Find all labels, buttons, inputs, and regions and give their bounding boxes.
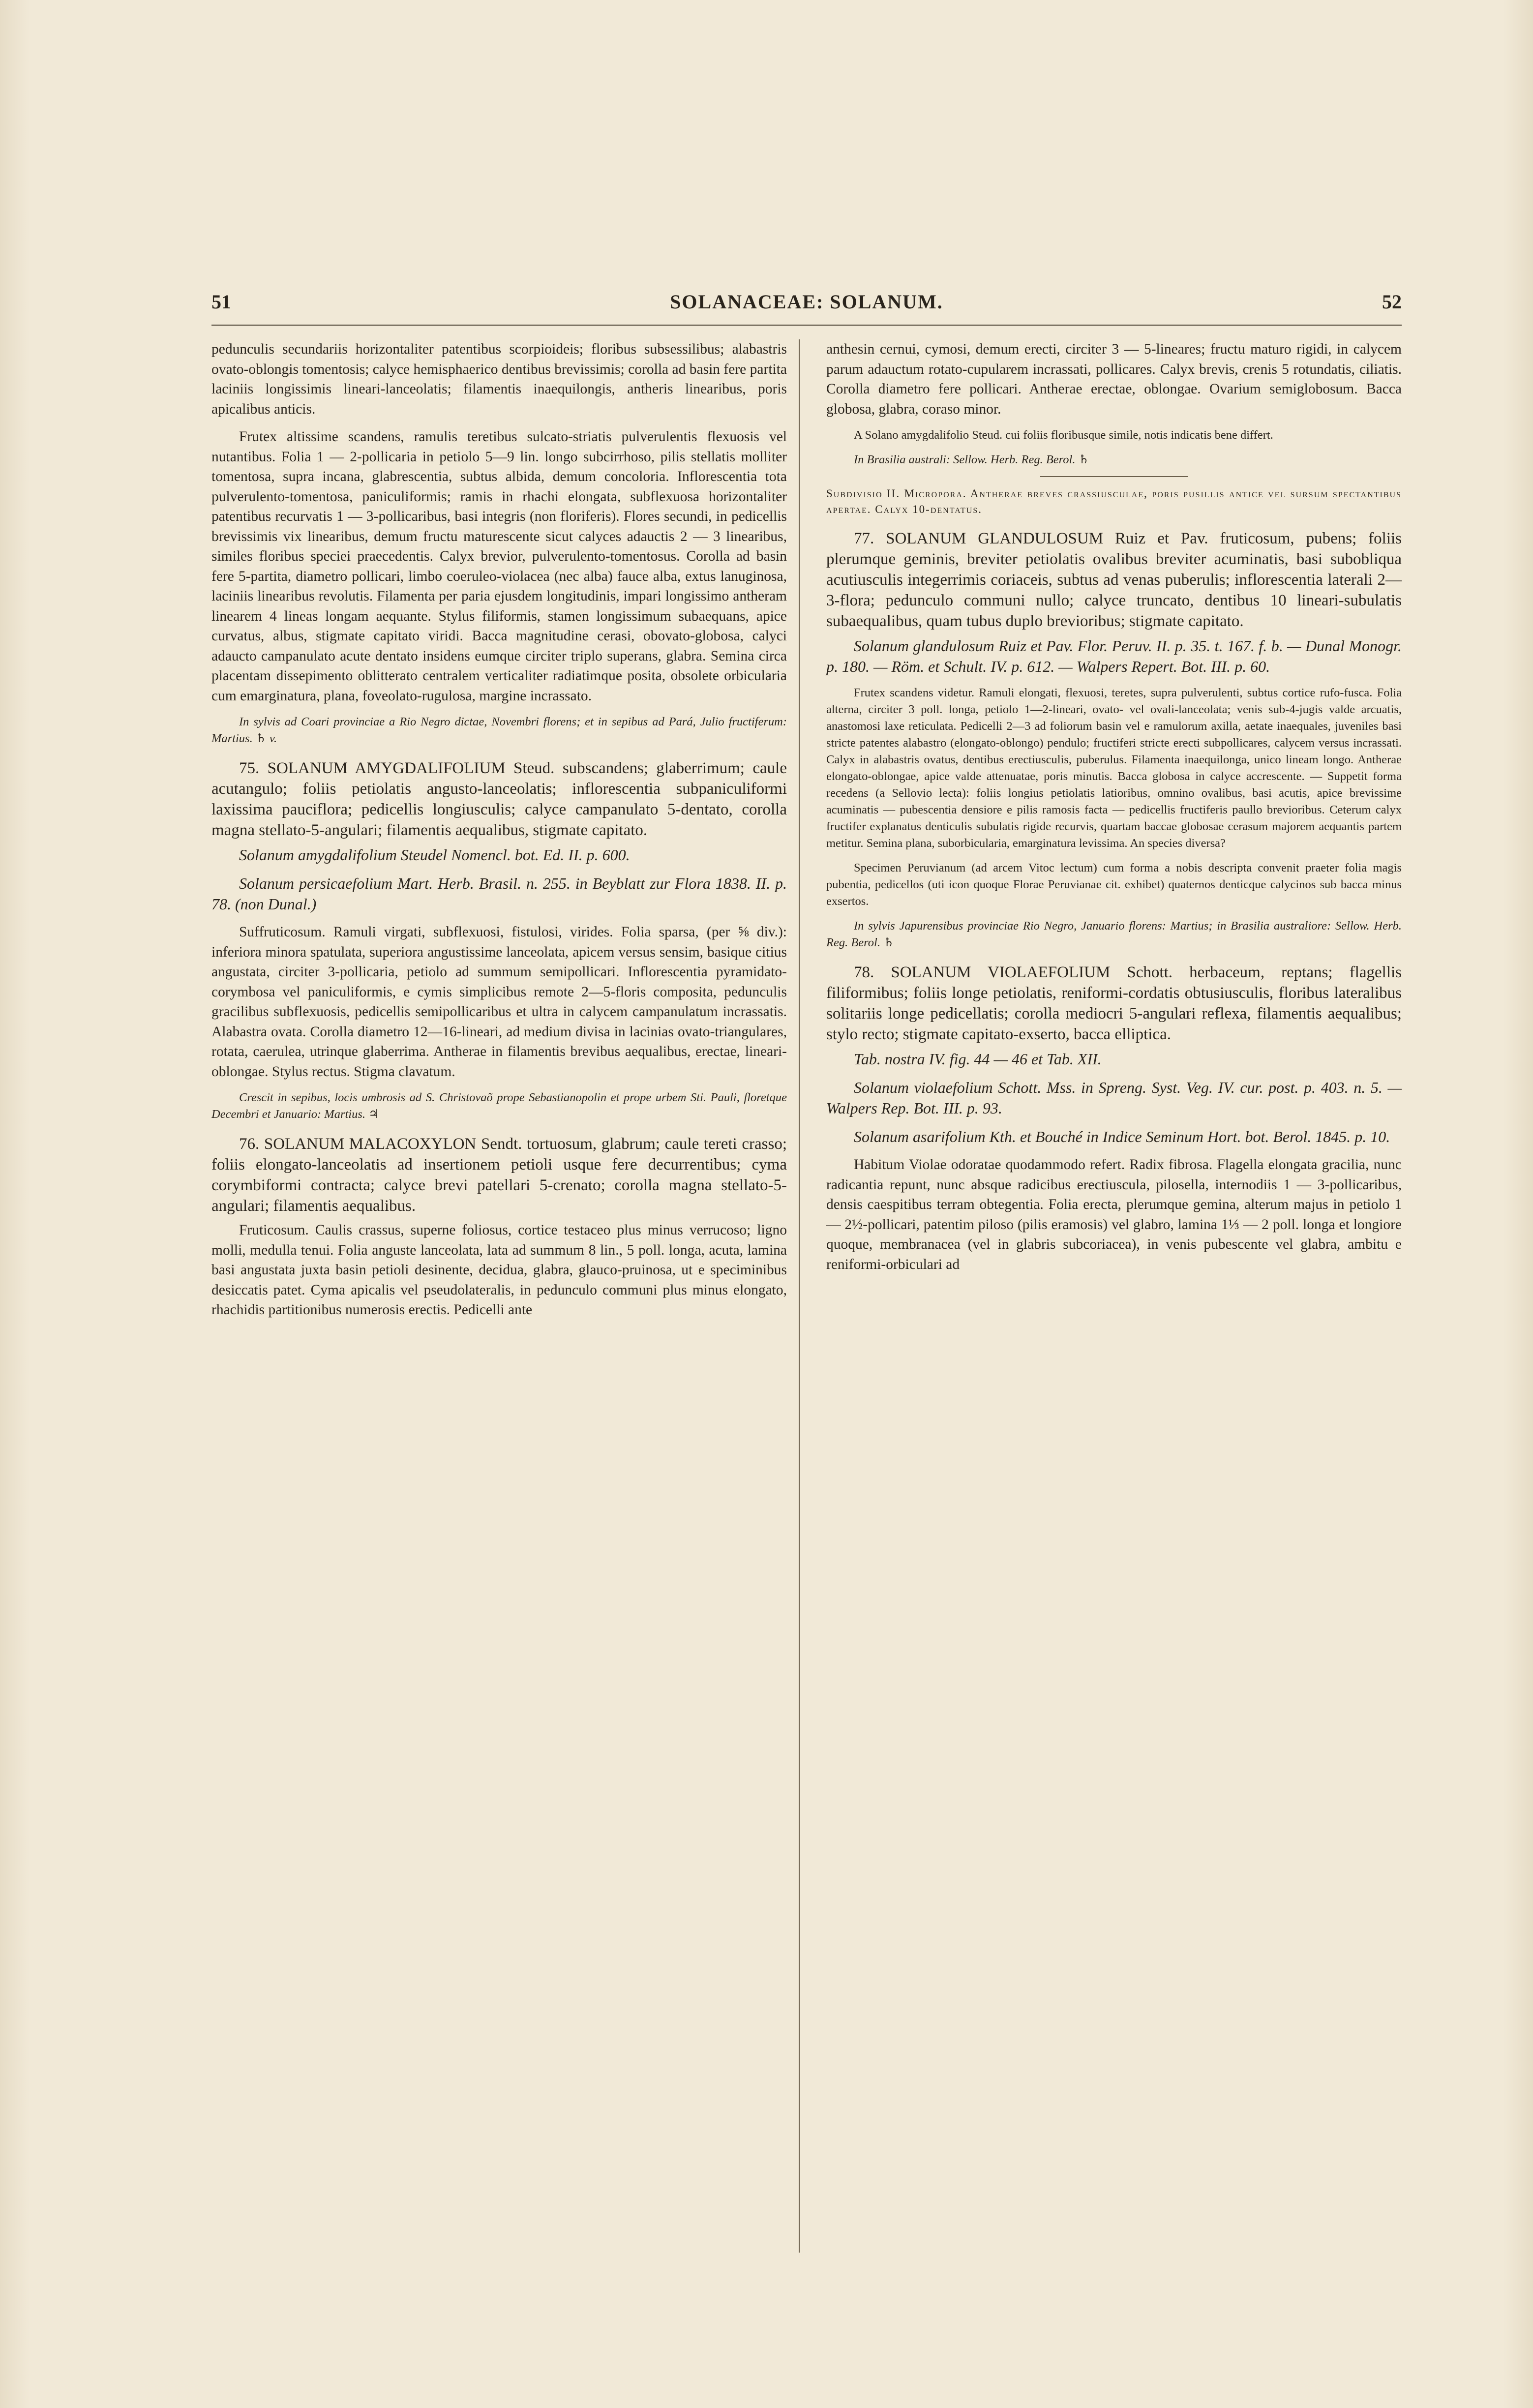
paragraph: pedunculis secundariis horizontaliter patentibus scorpioideis; floribus subsessilibus; alabastris ovato-oblongis tomentosis; calyce hemisphaerico dentibus brevissimis; corolla ad basin fere partita laciniis longissimis lineari-lanceolatis; filamentis inaequilongis, antheris linearibus, poris apicalibus anticis. [211,341,787,417]
page-number-left: 51 [211,291,231,313]
paragraph: Frutex scandens videtur. Ramuli elongati, flexuosi, teretes, supra pulverulenti, subtus cortice rufo-fusca. Folia alterna, circiter 3 poll. longa, petiolo 1—2-lineari, ovato- vel ovali-lanceolata; venis sub-4-jugis valde arcuatis, anastomosi laxe reticulata. Pedicelli 2—3 ad foliorum basin vel e ramulorum axilla, aetate inaequales, juveniles basi stricte patentes alabastro (elongato-oblongo) pendulo; fructiferi stricte erecti subpollicares, calycem versus incrassati. Calyx in alabastris ovatus, dentibus erectiusculis, puberulus. Filamenta inaequilonga, unico lineam longo. Antherae elongato-oblongae, apice valde attenuatae, poris minutis. Bacca globosa in calyce accrescente. — Suppetit forma recedens (a Sellovio lecta): foliis longius petiolatis latioribus, omnino ovalibus, basi acutis, apice brevissime acuminatis — pubescentia densiore e pilis ramosis facta — pedicellis fructiferis paullo brevioribus. Ceterum calyx fructifer explanatus denticulis subulatis rigide recurvis, quartam baccae globosae cerasum majorem aequantis partem metitur. Semina plana, suborbicularia, emarginatura levissima. An species diversa? [826,686,1402,850]
citation: Solanum persicaefolium Mart. Herb. Brasil. n. 255. in Beyblatt zur Flora 1838. II. p. 78. (non Dunal.) [211,874,787,913]
paragraph: Fruticosum. Caulis crassus, superne foliosus, cortice testaceo plus minus verrucoso; ligno molli, medulla tenui. Folia anguste lanceolata, lata ad summum 8 lin., 5 poll. longa, acuta, lamina basi angustata juxta basin petioli desinente, decidua, glabra, glauco-pruinosa, ut e speciminibus desiccatis patet. Cyma apicalis vel pseudolateralis, in pedunculo communi plus minus elongato, rhachidis partitionibus numerosis erectis. Pedicelli ante [211,1222,787,1318]
locality-note: Crescit in sepibus, locis umbrosis ad S. Christovaõ prope Sebastianopolin et prope urbem Sti. Pauli, floretque Decembri et Januario: Martius. ♃ [211,1091,787,1121]
citation: Solanum amygdalifolium Steudel Nomencl. bot. Ed. II. p. 600. [239,846,630,864]
column-divider [799,339,800,2253]
paragraph: Specimen Peruvianum (ad arcem Vitoc lectum) cum forma a nobis descripta convenit praeter folia magis pubentia, pedicellos (uti icon quoque Florae Peruvianae cit. exhibet) quaternos denticque calycinos sub bacca minus exsertos. [826,861,1402,908]
paragraph: Frutex altissime scandens, ramulis teretibus sulcato-striatis pulverulentis flexuosis vel nutantibus. Folia 1 — 2-pollicaria in petiolo 5—9 lin. longo subcirrhoso, pilis stellatis molliter tomentosa, supra incana, glabrescentia, subtus albida, demum concoloria. Inflorescentia tota pulverulento-tomentosa, paniculiformis; ramis in rhachi elongata, subflexuosa horizontaliter patentibus recurvatis 1 — 3-pollicaribus, basi integris (non floriferis). Flores secundi, in pedicellis brevissimis vix linearibus, demum fructu maturescente sicut calyces adauctis 2 — 3 linearibus, similes floribus speciei praecedentis. Calyx brevior, pulverulento-tomentosus. Corolla ad basin fere 5-partita, diametro pollicari, limbo coeruleo-violacea (nec alba) fauce alba, extus lanuginosa, laciniis linearibus revolutis. Filamenta per paria ejusdem longitudinis, impari longissimo antheram linearem 4 lineas longam aequante. Stylus filiformis, stamen longissimum subaequans, apice curvatus, albus, stigmate capitato viridi. Bacca magnitudine cerasi, obovato-globosa, calyci adaucto campanulato acute dentato insidens eumque circiter triplo superans, glabra. Semina circa placentam dissepimento oblitterato centralem verticaliter radiatimque posita, obsolete orbicularia cum emarginatura, plana, foveolato-rugulosa, margine incrassato. [211,429,787,704]
citation: Solanum asarifolium Kth. et Bouché in Indice Seminum Hort. bot. Berol. 1845. p. 10. [854,1128,1390,1145]
citation: Solanum violaefolium Schott. Mss. in Spreng. Syst. Veg. IV. cur. post. p. 403. n. 5. — Walpers Rep. Bot. III. p. 93. [826,1079,1402,1117]
citation: Tab. nostra IV. fig. 44 — 46 et Tab. XII. [854,1050,1102,1068]
section-rule [1040,476,1188,477]
locality-note: In sylvis ad Coari provinciae a Rio Negro dictae, Novembri florens; et in sepibus ad Pará, Julio fructiferum: Martius. ♄ v. [211,715,787,745]
citation: Solanum glandulosum Ruiz et Pav. Flor. Peruv. II. p. 35. t. 167. f. b. — Dunal Monogr. p. 180. — Röm. et Schult. IV. p. 612. — Walpers Repert. Bot. III. p. 60. [826,637,1402,675]
paragraph: anthesin cernui, cymosi, demum erecti, circiter 3 — 5-lineares; fructu maturo rigidi, in calycem parum adauctum rotato-cupularem incrassati, pollicares. Calyx brevis, crenis 5 rotundatis, ciliatis. Corolla diametro fere pollicari. Antherae erectae, oblongae. Ovarium semiglobosum. Bacca globosa, glabra, coraso minor. [826,341,1402,417]
running-title: SOLANACEAE: SOLANUM. [670,291,943,313]
species-heading-77: 77. SOLANUM GLANDULOSUM Ruiz et Pav. fruticosum, pubens; foliis plerumque geminis, breviter petiolatis ovalibus breviter acuminatis, basi subobliqua acutiusculis integerrimis coriaceis, subtus ad venas puberulis; inflorescentia laterali 2—3-flora; pedunculo communi nullo; calyce truncato, dentibus 10 lineari-subulatis subaequalibus, quam tubus duplo brevioribus; stigmate capitato. [826,530,1402,630]
note: A Solano amygdalifolio Steud. cui foliis floribusque simile, notis indicatis bene differt. [854,428,1273,442]
right-column [826,339,1402,1282]
species-heading-76: 76. SOLANUM MALACOXYLON Sendt. tortuosum, glabrum; caule tereti crasso; foliis elongato-lanceolatis ad insertionem petioli usque fere decurrentibus; cyma corymbiformi contracta; calyce brevi patellari 5-crenato; corolla magna stellato-5-angulari; filamentis aequalibus. [211,1135,787,1215]
page-header [211,290,1402,320]
header-rule [211,325,1402,326]
paragraph: Habitum Violae odoratae quodammodo refert. Radix fibrosa. Flagella elongata gracilia, nunc radicantia repunt, nunc absque radicibus erectiuscula, pilosella, internodiis 1 — 3-pollicaribus, densis caespitibus terram obtegentia. Folia erecta, plerumque gemina, alterum majus in petiolo 1 — 2½-pollicari, patentim piloso (pilis eramosis) vel glabro, lamina 1⅓ — 2 poll. longa et longiore quoque, membranacea (vel in glabris subcoriacea), in venis pubescente vel glabra, ambitu e reniformi-orbiculari ad [826,1157,1402,1272]
species-heading-75: 75. SOLANUM AMYGDALIFOLIUM Steud. subscandens; glaberrimum; caule acutangulo; foliis petiolatis angusto-lanceolatis; inflorescentia subpaniculiformi laxissima pauciflora; pedicellis longiusculis; calyce campanulato 5-dentato, corolla magna stellato-5-angulari; filamentis aequalibus, stigmate capitato. [211,759,787,839]
page-number-right: 52 [1382,291,1402,313]
species-heading-78: 78. SOLANUM VIOLAEFOLIUM Schott. herbaceum, reptans; flagellis filiformibus; foliis longe petiolatis, reniformi-cordatis obtusiusculis, floribus lateralibus solitariis longe pedicellatis; corolla mediocri 5-angulari reflexa, filamentis aequalibus; stylo recto; stigmate capitato-exserto, bacca elliptica. [826,963,1402,1043]
left-column [211,339,787,1328]
locality-note: In Brasilia australi: Sellow. Herb. Reg. Berol. ♄ [854,453,1089,466]
locality-note: In sylvis Japurensibus provinciae Rio Negro, Januario florens: Martius; in Brasilia australiore: Sellow. Herb. Reg. Berol. ♄ [826,919,1402,949]
paragraph: Suffruticosum. Ramuli virgati, subflexuosi, fistulosi, virides. Folia sparsa, (per ⅝ div.): inferiora minora spatulata, superiora angustissime lanceolata, apicem versus sensim, basique citius angustata, circiter 3-pollicaria, petiolo ad summum semipollicari. Inflorescentia pyramidato-corymbosa vel paniculiformis, e cymis simplicibus remote 2—5-floris composita, pedunculis gracilibus subflexuosis, pedicellis semipollicaribus et ultra in calycem campanulatum incrassatis. Alabastra ovata. Corolla diametro 12—16-lineari, ad medium divisa in lacinias ovato-triangulares, rotata, caerulea, utrinque glaberrima. Antherae in filamentis brevibus aequalibus, erectae, lineari-oblongae. Stylus rectus. Stigma clavatum. [211,924,787,1080]
subdivision-heading: Subdivisio II. Micropora. Antherae breves crassiusculae, poris pusillis antice vel sursum spectantibus apertae. Calyx 10-dentatus. [826,487,1402,515]
